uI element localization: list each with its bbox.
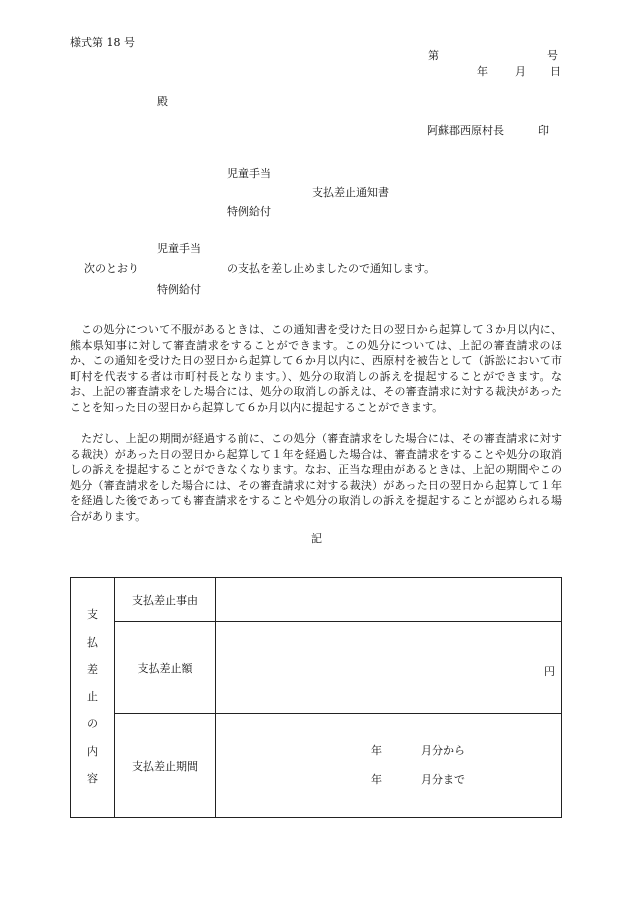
period-from-year: 年 bbox=[371, 744, 382, 757]
side-label-vertical bbox=[71, 577, 114, 816]
ki-heading: 記 bbox=[311, 532, 322, 545]
period-to-month: 月分まで bbox=[421, 773, 465, 786]
table-row bbox=[71, 622, 562, 714]
side-label-char: 止 bbox=[87, 690, 98, 703]
page-title: 支払差止通知書 bbox=[312, 186, 389, 199]
date-year: 年 bbox=[477, 65, 488, 78]
table-row bbox=[71, 578, 562, 622]
date-month: 月 bbox=[515, 65, 526, 78]
side-label-char: 内 bbox=[87, 744, 98, 758]
table-row bbox=[71, 714, 562, 818]
intro-lead: 次のとおり bbox=[84, 262, 139, 275]
document-number-prefix: 第 bbox=[428, 49, 439, 62]
document-number-suffix: 号 bbox=[547, 49, 558, 62]
side-label-char: 容 bbox=[87, 771, 98, 785]
suspension-details-table bbox=[70, 577, 562, 818]
amount-label: 支払差止額 bbox=[115, 622, 216, 714]
period-value bbox=[216, 714, 562, 818]
date-day: 日 bbox=[550, 65, 561, 78]
appeal-notice-paragraph-2: ただし、上記の期間が経過する前に、この処分（審査請求をした場合には、その審査請求に対する裁決）があった日の翌日から起算して１年を経過した場合は、審査請求をすることや処分の取消しの訴えを提起することができなくなります。なお、正当な理由があるときは、上記の期間やこの処分（審査請求をした場合には、その審査請求に対する裁決）があった日の翌日から起算して１年を経過した後であっても審査請求をすることや処分の取消しの訴えを提起することが認められる場合があります。 bbox=[70, 432, 562, 523]
intro-option-special-benefit: 特例給付 bbox=[157, 283, 201, 296]
period-from-month: 月分から bbox=[421, 744, 465, 757]
amount-value bbox=[216, 622, 562, 714]
intro-tail: の支払を差し止めましたので通知します。 bbox=[227, 262, 436, 275]
form-number: 様式第 18 号 bbox=[70, 36, 135, 49]
period-to-year: 年 bbox=[371, 773, 382, 786]
addressee-suffix: 殿 bbox=[157, 95, 168, 108]
period-label: 支払差止期間 bbox=[115, 714, 216, 818]
side-label-char: 差 bbox=[87, 662, 98, 676]
yen-unit: 円 bbox=[544, 665, 555, 678]
issuer-name: 阿蘇郡西原村長 bbox=[427, 124, 504, 137]
side-label-char: 払 bbox=[87, 635, 98, 649]
title-option-special-benefit: 特例給付 bbox=[227, 205, 271, 218]
seal-mark: 印 bbox=[538, 124, 549, 137]
intro-option-child-allowance: 児童手当 bbox=[157, 242, 201, 255]
appeal-notice-paragraph-1: この処分について不服があるときは、この通知書を受けた日の翌日から起算して３か月以内に、熊本県知事に対して審査請求をすることができます。この処分については、上記の審査請求のほか、この通知を受けた日の翌日から起算して６か月以内に、西原村を被告として（訴訟において市町村を代表する者は市町村長となります。）、処分の取消しの訴えを提起することができます。なお、上記の審査請求をした場合には、処分の取消しの訴えは、その審査請求に対する裁決があったことを知った日の翌日から起算して６か月以内に提起することができます。 bbox=[70, 323, 562, 414]
reason-value bbox=[216, 578, 562, 622]
side-label-char: の bbox=[87, 717, 98, 731]
title-option-child-allowance: 児童手当 bbox=[227, 167, 271, 180]
side-label-char: 支 bbox=[87, 608, 98, 622]
reason-label: 支払差止事由 bbox=[115, 578, 216, 622]
